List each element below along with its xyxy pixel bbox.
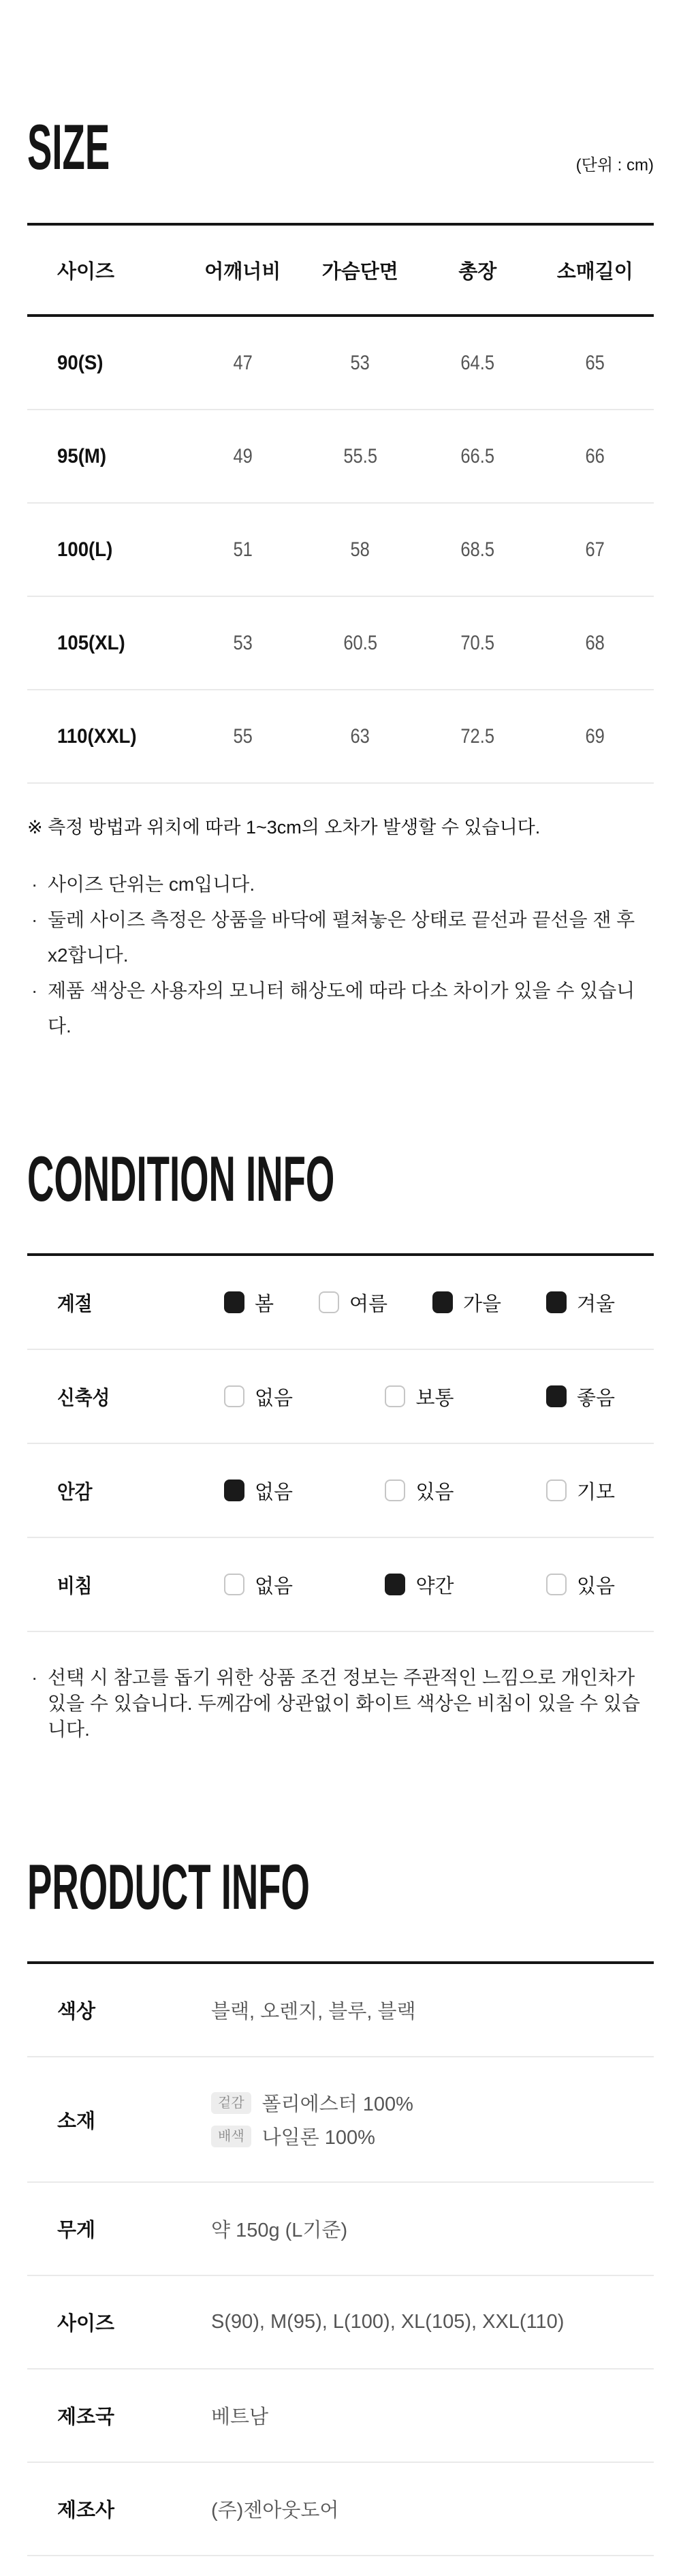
product-section [27, 1851, 654, 2556]
product-row-value: S(90), M(95), L(100), XL(105), XXL(110) [211, 2311, 565, 2333]
size-value-cell: 69 [585, 724, 605, 748]
condition-option [224, 1571, 293, 1599]
condition-option [224, 1383, 293, 1411]
product-row-material [27, 2057, 654, 2183]
condition-option-label: 겨울 [576, 1293, 615, 1315]
product-row-label: 무게 [57, 2220, 96, 2241]
measurement-notice: ※ 측정 방법과 위치에 따라 1~3cm의 오차가 발생할 수 있습니다. [27, 817, 541, 838]
size-note-text: 사이즈 단위는 cm입니다. [48, 874, 255, 895]
checkbox-icon [546, 1291, 567, 1313]
condition-options [224, 1477, 615, 1505]
size-section [27, 0, 654, 1044]
checkbox-icon [319, 1291, 339, 1313]
condition-row-stretch [27, 1350, 654, 1444]
material-tag-badge: 배색 [211, 2126, 251, 2147]
product-section-title: PRODUCT INFO [27, 1851, 310, 1922]
size-header-cell: 총장 [458, 260, 497, 283]
size-table-row [27, 504, 654, 597]
checkbox-icon [385, 1385, 405, 1407]
size-value-cell: 68 [585, 631, 605, 654]
condition-option-label: 기모 [576, 1481, 615, 1503]
product-row-value: (주)젠아웃도어 [211, 2500, 339, 2521]
size-note-text: 제품 색상은 사용자의 모니터 해상도에 따라 다소 차이가 있을 수 있습니다. [48, 980, 635, 1037]
condition-row-label: 비침 [57, 1575, 93, 1597]
material-line [211, 2122, 654, 2150]
size-note-item [27, 902, 654, 973]
condition-option [224, 1289, 274, 1317]
size-table [27, 223, 654, 784]
condition-row-sheerness [27, 1538, 654, 1632]
condition-option-label: 없음 [255, 1387, 294, 1409]
product-row-label: 제조국 [57, 2406, 115, 2428]
size-note-list [27, 867, 654, 1044]
product-row-manufacturer [27, 2463, 654, 2556]
condition-section [27, 1143, 654, 1743]
size-value-cell: 55.5 [343, 444, 377, 467]
size-value-cell: 53 [233, 631, 253, 654]
size-header-cell: 사이즈 [57, 260, 115, 283]
condition-option-label: 없음 [255, 1575, 294, 1597]
size-table-row [27, 597, 654, 690]
product-row-value: 베트남 [211, 2406, 269, 2428]
condition-option [546, 1289, 615, 1317]
size-section-title: SIZE [27, 111, 110, 183]
size-table-row [27, 690, 654, 784]
condition-note [27, 1665, 654, 1743]
condition-option [319, 1289, 387, 1317]
size-value-cell: 66.5 [460, 444, 495, 467]
checkbox-icon [385, 1479, 405, 1501]
product-row-size [27, 2276, 654, 2370]
condition-row-lining [27, 1444, 654, 1538]
size-note-text: 둘레 사이즈 측정은 상품을 바닥에 펼쳐놓은 상태로 끝선과 끝선을 잰 후 x2합니다. [48, 909, 635, 966]
product-table [27, 1961, 654, 2556]
condition-option-label: 있음 [576, 1575, 615, 1597]
size-value-cell: 65 [585, 351, 605, 374]
condition-section-title: CONDITION INFO [27, 1143, 335, 1214]
size-row-label: 95(M) [57, 444, 107, 467]
product-row-color [27, 1964, 654, 2057]
bullet-dot: · [31, 980, 38, 1001]
condition-row-label: 신축성 [57, 1387, 110, 1409]
product-row-weight [27, 2183, 654, 2276]
product-row-value [211, 2083, 654, 2156]
bullet-dot: · [31, 909, 38, 930]
bullet-dot: · [31, 1667, 38, 1688]
condition-option-label: 없음 [255, 1481, 294, 1503]
product-row-label: 사이즈 [57, 2313, 115, 2335]
condition-row-label: 계절 [57, 1293, 93, 1315]
size-table-row [27, 410, 654, 504]
product-row-label: 색상 [57, 2001, 96, 2023]
size-value-cell: 60.5 [343, 631, 377, 654]
condition-option [385, 1571, 454, 1599]
checkbox-icon [224, 1291, 244, 1313]
size-value-cell: 58 [350, 538, 370, 561]
condition-option-label: 가을 [462, 1293, 501, 1315]
condition-table [27, 1253, 654, 1632]
size-value-cell: 47 [233, 351, 253, 374]
condition-option [546, 1477, 615, 1505]
checkbox-icon [385, 1574, 405, 1595]
size-header-cell: 가슴단면 [321, 260, 398, 283]
product-row-value: 블랙, 오렌지, 블루, 블랙 [211, 2001, 416, 2023]
size-header-cell: 어깨너비 [204, 260, 281, 283]
checkbox-icon [546, 1385, 567, 1407]
product-row-value: 약 150g (L기준) [211, 2220, 348, 2241]
size-value-cell: 53 [350, 351, 370, 374]
checkbox-icon [546, 1479, 567, 1501]
size-table-row [27, 317, 654, 410]
size-value-cell: 70.5 [460, 631, 495, 654]
condition-options [224, 1383, 615, 1411]
size-row-label: 105(XL) [57, 631, 125, 654]
product-row-origin [27, 2370, 654, 2463]
size-value-cell: 66 [585, 444, 605, 467]
condition-title-row [27, 1143, 654, 1214]
checkbox-icon [546, 1574, 567, 1595]
condition-option [385, 1477, 454, 1505]
material-value: 나일론 100% [262, 2127, 375, 2149]
size-value-cell: 63 [350, 724, 370, 748]
bullet-dot: · [31, 874, 38, 895]
condition-option-label: 여름 [349, 1293, 387, 1315]
condition-option [385, 1383, 454, 1411]
product-row-label: 소재 [57, 2110, 96, 2132]
condition-option-label: 있음 [415, 1481, 454, 1503]
size-value-cell: 67 [585, 538, 605, 561]
size-note-item [27, 973, 654, 1044]
size-value-cell: 55 [233, 724, 253, 748]
checkbox-icon [224, 1385, 244, 1407]
size-row-label: 90(S) [57, 351, 104, 374]
condition-option [432, 1289, 501, 1317]
checkbox-icon [224, 1479, 244, 1501]
size-value-cell: 72.5 [460, 724, 495, 748]
size-note-item [27, 867, 654, 902]
checkbox-icon [432, 1291, 453, 1313]
condition-options [224, 1289, 615, 1317]
condition-option-label: 약간 [415, 1575, 454, 1597]
condition-option-label: 봄 [255, 1293, 274, 1315]
product-title-row [27, 1851, 654, 1922]
condition-row-label: 안감 [57, 1481, 93, 1503]
size-unit-label: (단위 : cm) [575, 156, 654, 174]
size-row-label: 110(XXL) [57, 724, 137, 748]
product-row-label: 제조사 [57, 2500, 115, 2521]
condition-option-label: 보통 [415, 1387, 454, 1409]
size-row-label: 100(L) [57, 538, 113, 561]
size-value-cell: 51 [233, 538, 253, 561]
material-tag-badge: 겉감 [211, 2092, 251, 2114]
condition-option [546, 1383, 615, 1411]
condition-note-text: 선택 시 참고를 돕기 위한 상품 조건 정보는 주관적인 느낌으로 개인차가 있을 수 있습니다. 두께감에 상관없이 화이트 색상은 비침이 있을 수 있습니다. [48, 1667, 640, 1740]
condition-options [224, 1571, 615, 1599]
size-title-row [27, 111, 654, 183]
checkbox-icon [224, 1574, 244, 1595]
size-value-cell: 64.5 [460, 351, 495, 374]
condition-option [546, 1571, 615, 1599]
size-table-header-row [27, 226, 654, 317]
condition-option-label: 좋음 [576, 1387, 615, 1409]
size-value-cell: 49 [233, 444, 253, 467]
size-value-cell: 68.5 [460, 538, 495, 561]
condition-row-season [27, 1256, 654, 1350]
material-value: 폴리에스터 100% [262, 2094, 413, 2115]
material-line [211, 2089, 654, 2117]
size-header-cell: 소매길이 [556, 260, 633, 283]
condition-option [224, 1477, 293, 1505]
